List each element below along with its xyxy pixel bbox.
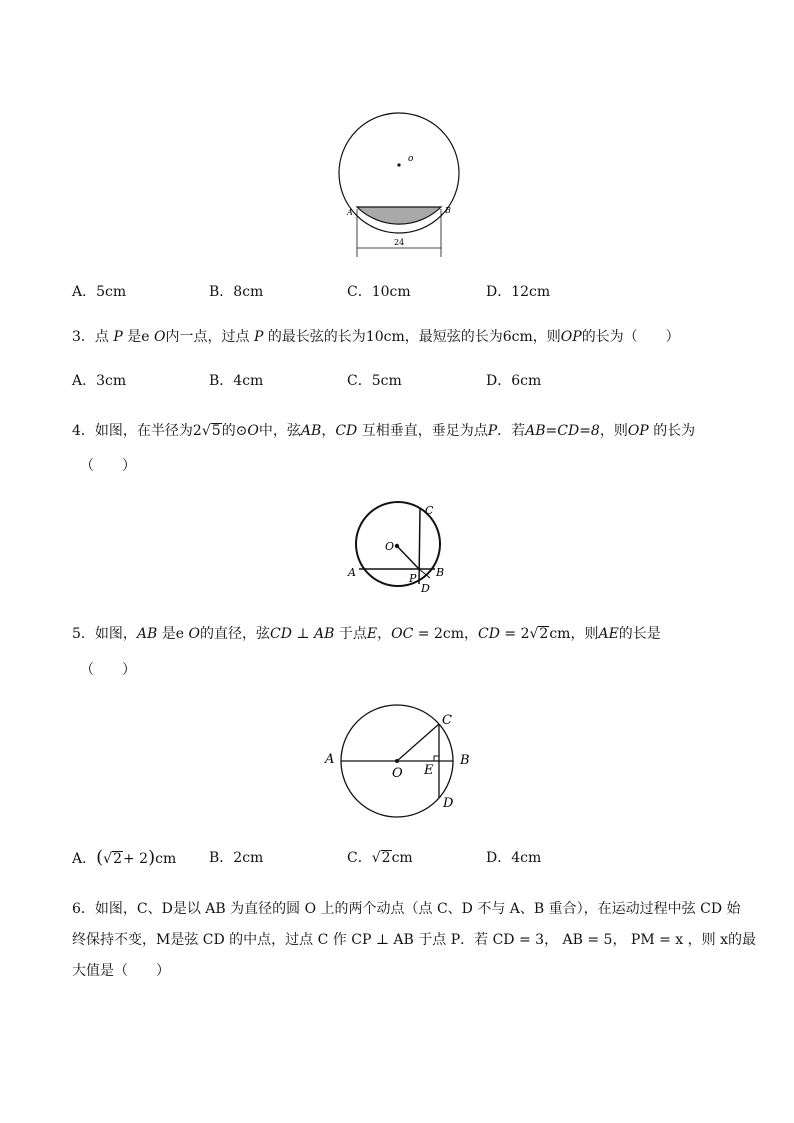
q5-circle-symbol: e xyxy=(175,626,185,642)
q3-var: P xyxy=(113,329,123,345)
q4-number: 4． xyxy=(72,423,95,439)
q3-number: 3． xyxy=(72,329,95,345)
q5-figure xyxy=(320,700,480,820)
q4-chord-cd xyxy=(419,508,420,584)
q5-var: CD xyxy=(270,626,292,642)
q6-stem-line-1: 6．如图，C、D是以 AB 为直径的圆 O 上的两个动点（点 C、D 不与 A、B 重合），在运动过程中弦 CD 始 xyxy=(72,901,741,917)
q4-radicand: 5 xyxy=(211,423,221,439)
q5-text: ， xyxy=(377,626,392,642)
q4-label-o: O xyxy=(385,540,395,553)
q2-shaded-segment xyxy=(357,207,441,224)
q5-option-c-label: C． xyxy=(347,850,372,866)
q3-text: 是 xyxy=(127,329,142,345)
q4-text: ， xyxy=(321,423,336,439)
q5-text: ，则 xyxy=(570,626,599,642)
q5-var: O xyxy=(188,626,201,642)
q4-sqrt-sign: √ xyxy=(201,423,211,439)
q5-option-a-paren: ) xyxy=(148,847,156,868)
q4-text: ，则 xyxy=(599,423,628,439)
q5-var: OC xyxy=(391,626,414,642)
q5-option-a xyxy=(72,848,176,869)
q4-answer-blank: （ ） xyxy=(80,458,136,474)
q3-option-c: C．5cm xyxy=(347,373,402,389)
q5-option-c xyxy=(347,848,413,868)
q5-option-c-radicand: 2 xyxy=(381,850,391,866)
q5-option-c-unit: cm xyxy=(391,850,413,866)
q5-text: 的长是 xyxy=(618,626,661,642)
q4-center-dot xyxy=(395,544,399,548)
q2-option-b: B．8cm xyxy=(209,284,264,300)
q3-option-d: D．6cm xyxy=(486,373,542,389)
q5-value: = 2cm xyxy=(417,626,464,642)
q4-stem xyxy=(72,421,695,441)
q5-label-d: D xyxy=(443,796,454,811)
q2-figure xyxy=(330,105,470,265)
q3-option-a: A．3cm xyxy=(72,373,127,389)
q4-label-p: P xyxy=(409,572,417,585)
q3-value: 10cm xyxy=(365,329,405,345)
q2-option-a: A．5cm xyxy=(72,284,127,300)
q5-option-a-radicand: 2 xyxy=(113,851,122,867)
q5-label-a: A xyxy=(325,752,335,767)
q5-text: 5．如图， xyxy=(72,626,137,642)
q5-var: CD xyxy=(478,626,500,642)
q3-var: P xyxy=(253,329,264,345)
q2-label-b: B xyxy=(445,206,451,215)
q5-option-d: D．4cm xyxy=(486,850,542,866)
q6-stem-line-2: 终保持不变，M是弦 CD 的中点，过点 C 作 CP ⊥ AB 于点 P．若 CD = 3， AB = 5， PM = x ，则 x的最 xyxy=(72,932,756,948)
q5-option-a-sqrt-sign: √ xyxy=(103,851,113,867)
q4-var: P xyxy=(487,423,498,439)
q5-label-b: B xyxy=(460,753,470,768)
q3-option-b: B．4cm xyxy=(209,373,264,389)
q4-label-a: A xyxy=(348,566,356,579)
q5-label-e: E xyxy=(424,763,434,778)
q4-label-d: D xyxy=(421,582,430,595)
q4-figure xyxy=(340,498,460,598)
q5-option-c-sqrt-sign: √ xyxy=(371,850,381,866)
q5-text: 于点 xyxy=(338,626,367,642)
q2-label-o: o xyxy=(408,154,414,164)
q3-var: OP xyxy=(560,329,582,345)
q3-text: 的最长弦的长为 xyxy=(267,329,366,345)
q4-var: AB xyxy=(300,423,322,439)
q5-text: ， xyxy=(464,626,478,642)
q5-value: = 2 xyxy=(504,626,530,642)
q5-option-a-label: A． xyxy=(72,851,97,867)
q4-var: OP xyxy=(627,423,649,439)
q5-radius-oc xyxy=(397,724,439,761)
q3-text: ，则 xyxy=(532,329,561,345)
q2-option-d: D．12cm xyxy=(486,284,551,300)
q4-text: 如图，在半径为 xyxy=(94,423,193,439)
q2-center-dot xyxy=(397,163,400,166)
q5-stem xyxy=(72,624,661,644)
q5-option-a-unit: cm xyxy=(155,851,177,867)
q5-option-b: B．2cm xyxy=(209,850,264,866)
q4-coef: 2 xyxy=(192,423,202,439)
q3-text: 内一点，过点 xyxy=(165,329,250,345)
q5-var: AB xyxy=(136,626,158,642)
q5-perp-symbol: ⊥ xyxy=(296,626,310,642)
q3-value: 6cm xyxy=(502,329,533,345)
q5-text: 是 xyxy=(161,626,176,642)
q5-var: E xyxy=(366,626,378,642)
q3-stem xyxy=(72,327,680,347)
q3-text: ，最短弦的长为 xyxy=(404,329,503,345)
q5-label-o: O xyxy=(392,766,403,781)
q5-sqrt-sign: √ xyxy=(529,626,539,642)
q4-text: ．若 xyxy=(497,423,526,439)
q5-option-a-plus: + 2 xyxy=(123,851,149,867)
q4-var: O xyxy=(247,423,259,439)
q5-var: AB xyxy=(314,626,335,642)
q4-text: 的⊙ xyxy=(221,423,248,439)
q5-text: 的直径，弦 xyxy=(200,626,271,642)
q4-label-b: B xyxy=(436,566,445,579)
q5-radicand: 2 xyxy=(539,626,549,642)
q5-center-dot xyxy=(395,759,399,763)
q5-unit: cm xyxy=(549,626,571,642)
q4-text: 中，弦 xyxy=(258,423,301,439)
q5-answer-blank: （ ） xyxy=(80,662,136,678)
q4-var: CD xyxy=(335,423,358,439)
q4-label-c: C xyxy=(425,504,434,517)
q6-stem-line-3: 大值是（ ） xyxy=(72,963,170,979)
q5-right-angle-mark xyxy=(434,756,439,761)
q3-text: 的长为（ ） xyxy=(581,329,680,345)
q2-option-c: C．10cm xyxy=(347,284,411,300)
q3-circle-symbol: e xyxy=(141,329,150,345)
q3-text: 点 xyxy=(94,329,109,345)
q5-option-a-paren: ( xyxy=(96,847,104,868)
q4-text: 互相垂直，垂足为点 xyxy=(361,423,488,439)
q2-dim-label: 24 xyxy=(394,238,405,247)
q5-var: AE xyxy=(598,626,619,642)
q4-segment-op xyxy=(397,546,419,569)
q3-var: O xyxy=(154,329,166,345)
q4-var: AB=CD=8 xyxy=(525,423,600,439)
q2-label-a: A xyxy=(347,208,353,217)
q5-label-c: C xyxy=(442,713,452,728)
q4-text: 的长为 xyxy=(653,423,696,439)
